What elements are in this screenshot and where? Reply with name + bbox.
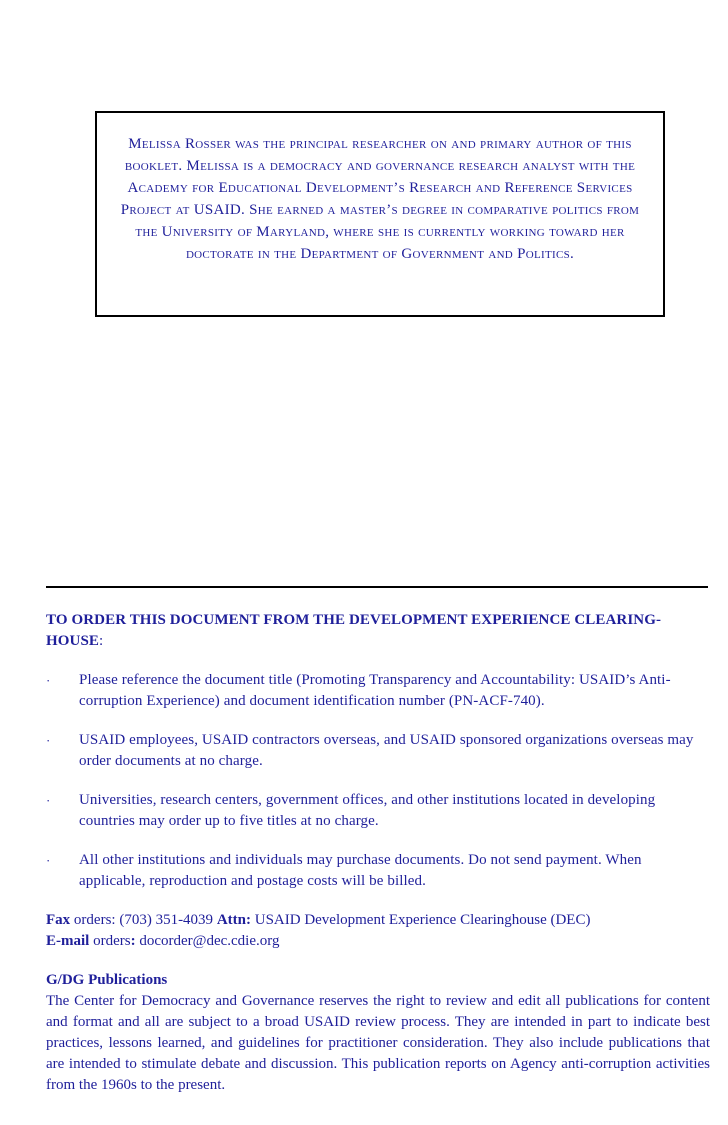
list-item bbox=[46, 850, 710, 892]
list-item-text: Please reference the document title (Promoting Transparency and Accountability: USAID’s Anti-corruption Experience) and document identification number (PN-ACF-740). bbox=[79, 672, 671, 709]
list-item bbox=[46, 730, 710, 772]
email-label: E-mail bbox=[46, 933, 90, 949]
bullet-icon: · bbox=[46, 853, 51, 868]
section-divider bbox=[46, 586, 708, 588]
email-line bbox=[46, 931, 710, 952]
publications-title: G/DG Publications bbox=[46, 972, 168, 988]
bullet-icon: · bbox=[46, 793, 51, 808]
publications-body: The Center for Democracy and Governance reserves the right to review and edit all publications for content and format and all are subject to a broad USAID review process. They are intended in part to indicate best practices, lessons learned, and guidelines for practitioner consideration. They also include publications that are intended to stimulate debate and discussion. This publication reports on Agency anti-corruption activities from the 1960s to the present. bbox=[46, 993, 710, 1093]
ordering-heading bbox=[46, 610, 710, 652]
list-item-text: All other institutions and individuals may purchase documents. Do not send payment. When applicable, reproduction and postage costs will be billed. bbox=[79, 852, 642, 889]
fax-text: orders: (703) 351-4039 bbox=[70, 912, 217, 928]
email-colon: : bbox=[130, 933, 136, 949]
publications-section bbox=[46, 970, 710, 1096]
email-address[interactable]: docorder@dec.cdie.org bbox=[135, 933, 280, 949]
list-item bbox=[46, 790, 710, 832]
author-bio-text: Melissa Rosser was the principal researcher on and primary author of this booklet. Melissa is a democracy and governance research analyst with the Academy for Educational Development’s Research and Reference Services Project at USAID. She earned a master’s degree in comparative politics from the University of Maryland, where she is currently working toward her doctorate in the Department of Government and Politics. bbox=[120, 136, 640, 262]
author-bio-box bbox=[95, 111, 665, 317]
ordering-list bbox=[46, 670, 710, 892]
ordering-heading-text: TO ORDER THIS DOCUMENT FROM THE DEVELOPMENT EXPERIENCE CLEARING-HOUSE bbox=[46, 612, 662, 649]
fax-label: Fax bbox=[46, 912, 71, 928]
fax-line bbox=[46, 910, 710, 931]
bullet-icon: · bbox=[46, 733, 51, 748]
ordering-section bbox=[46, 610, 710, 1096]
contact-info bbox=[46, 910, 710, 952]
list-item-text: Universities, research centers, government offices, and other institutions located in developing countries may order up to five titles at no charge. bbox=[79, 792, 656, 829]
bullet-icon: · bbox=[46, 673, 51, 688]
email-text: orders bbox=[89, 933, 131, 949]
attn-label: Attn: bbox=[216, 912, 251, 928]
attn-text: USAID Development Experience Clearinghouse (DEC) bbox=[250, 912, 591, 928]
ordering-heading-colon: : bbox=[99, 633, 104, 649]
list-item bbox=[46, 670, 710, 712]
list-item-text: USAID employees, USAID contractors overseas, and USAID sponsored organizations overseas may order documents at no charge. bbox=[79, 732, 694, 769]
